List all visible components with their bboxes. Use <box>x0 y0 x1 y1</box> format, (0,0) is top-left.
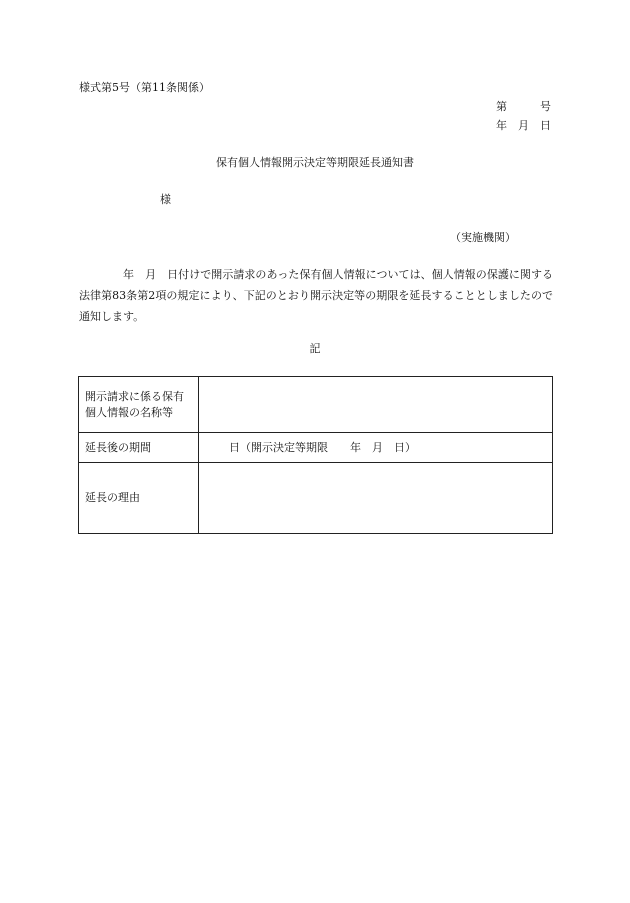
document-title: 保有個人情報開示決定等期限延長通知書 <box>216 156 414 169</box>
addressee-suffix: 様 <box>160 193 171 206</box>
table-row <box>79 463 553 534</box>
table-row <box>79 433 553 463</box>
row-value-request-info <box>199 377 553 433</box>
details-table <box>78 376 553 534</box>
form-number: 様式第5号（第11条関係） <box>79 81 210 94</box>
table-row <box>79 377 553 433</box>
issuer-label: （実施機関） <box>450 231 516 244</box>
row-label-request-info: 開示請求に係る保有個人情報の名称等 <box>79 377 199 433</box>
document-number: 第 号 <box>496 100 551 113</box>
issue-date: 年 月 日 <box>496 119 551 132</box>
row-label-extension-reason: 延長の理由 <box>79 463 199 534</box>
notice-body: 年 月 日付けで開示請求のあった保有個人情報については、個人情報の保護に関する法律第83条第2項の規定により、下記のとおり開示決定等の期限を延長することとしましたので通知します。 <box>79 268 553 323</box>
row-label-extended-period: 延長後の期間 <box>79 433 199 463</box>
ki-heading: 記 <box>309 342 321 355</box>
row-value-extension-reason <box>199 463 553 534</box>
row-value-extended-period: 日（開示決定等期限 年 月 日） <box>199 433 553 463</box>
